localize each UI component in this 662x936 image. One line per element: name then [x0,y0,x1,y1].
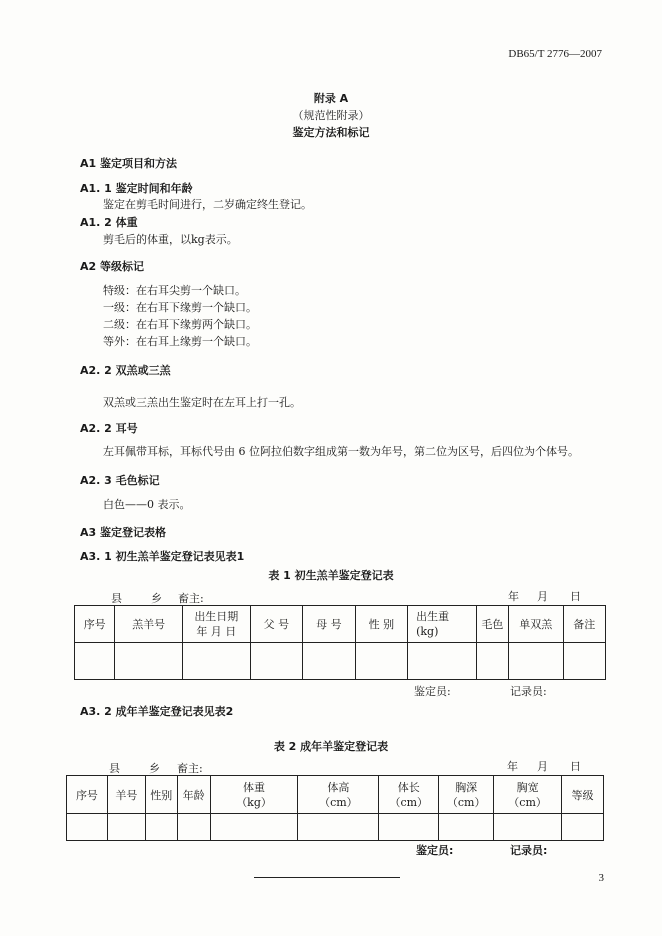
table1-header-cell: 出生日期 年 月 日 [183,606,251,643]
table-row [75,643,606,680]
table1-header-cell: 性 别 [355,606,407,643]
table1-county-label: 县 [111,592,122,605]
table2-header-row [67,776,604,814]
table1-appraiser-label: 鉴定员: [414,685,451,698]
page-number: 3 [598,872,604,884]
table1-header-cell: 出生重 (kg) [408,606,477,643]
text-a2-2-twins: 双羔或三羔出生鉴定时在左耳上打一孔。 [103,396,301,409]
table2-year-label: 年 [507,760,518,773]
table1-day-label: 日 [570,590,581,603]
heading-a3: A3 鉴定登记表格 [80,526,166,539]
table1-header-cell: 毛色 [476,606,508,643]
table2 [66,775,604,841]
table1-owner-label: 畜主: [178,592,204,605]
table1-cell[interactable] [250,643,302,680]
text-a1-1: 鉴定在剪毛时间进行，二岁确定终生登记。 [103,198,312,211]
appendix-subtitle: 鉴定方法和标记 [292,126,370,139]
text-a2-2-eartag: 左耳佩带耳标，耳标代号由 6 位阿拉伯数字组成第一数为年号，第二位为区号，后四位为个体号。 [103,445,579,458]
heading-a3-2: A3. 2 成年羊鉴定登记表见表2 [80,705,234,718]
table1-cell[interactable] [115,643,183,680]
table2-cell[interactable] [494,814,562,841]
table1-cell[interactable] [408,643,477,680]
grade-line-special: 特级：在右耳尖剪一个缺口。 [103,284,246,297]
table2-cell[interactable] [210,814,298,841]
table2-county-label: 县 [109,762,120,775]
table2-cell[interactable] [145,814,177,841]
table1 [74,605,606,680]
table2-header-cell: 序号 [67,776,108,814]
table1-cell[interactable] [509,643,564,680]
table1-month-label: 月 [537,590,548,603]
table2-township-label: 乡 [149,762,160,775]
table1-cell[interactable] [75,643,115,680]
table1-cell[interactable] [355,643,407,680]
table2-header-cell: 年龄 [177,776,210,814]
grade-line-second: 二级：在右耳下缘剪两个缺口。 [103,318,257,331]
grade-line-substandard: 等外：在右耳上缘剪一个缺口。 [103,335,257,348]
table1-header-row [75,606,606,643]
table1-township-label: 乡 [151,592,162,605]
table1-year-label: 年 [508,590,519,603]
table1-header-cell: 备注 [563,606,605,643]
table2-month-label: 月 [537,760,548,773]
heading-a2-3: A2. 3 毛色标记 [80,474,160,487]
table1-recorder-label: 记录员: [510,685,547,698]
table2-header-cell: 胸深 （cm） [439,776,494,814]
heading-a2-2-eartag: A2. 2 耳号 [80,422,138,435]
appendix-title: 附录 A [313,92,349,105]
table1-header-cell: 羔羊号 [115,606,183,643]
table2-appraiser-label: 鉴定员: [416,844,454,857]
table-row [67,814,604,841]
heading-a1: A1 鉴定项目和方法 [80,157,177,170]
table1-header-cell: 单双羔 [509,606,564,643]
table2-cell[interactable] [439,814,494,841]
heading-a1-1: A1. 1 鉴定时间和年龄 [80,182,193,195]
text-a2-3: 白色——0 表示。 [103,498,191,511]
table2-owner-label: 畜主: [177,762,203,775]
heading-a3-1: A3. 1 初生羔羊鉴定登记表见表1 [80,550,245,563]
table2-header-cell: 性别 [145,776,177,814]
table1-header-cell: 序号 [75,606,115,643]
table2-cell[interactable] [107,814,145,841]
table2-header-cell: 体长 （cm） [379,776,439,814]
table2-cell[interactable] [379,814,439,841]
table2-caption: 表 2 成年羊鉴定登记表 [273,740,389,753]
standard-code: DB65/T 2776—2007 [508,48,602,60]
table2-header-cell: 羊号 [107,776,145,814]
table2-header-cell: 胸宽 （cm） [494,776,562,814]
table1-cell[interactable] [183,643,251,680]
heading-a1-2: A1. 2 体重 [80,216,138,229]
footer-rule [254,877,400,878]
heading-a2: A2 等级标记 [80,260,144,273]
table2-cell[interactable] [562,814,604,841]
table2-header-cell: 体重 （kg） [210,776,298,814]
table1-cell[interactable] [303,643,355,680]
text-a1-2: 剪毛后的体重，以kg表示。 [103,233,238,246]
heading-a2-2-twins: A2. 2 双羔或三羔 [80,364,171,377]
table1-caption: 表 1 初生羔羊鉴定登记表 [268,569,394,582]
grade-line-first: 一级：在右耳下缘剪一个缺口。 [103,301,257,314]
table1-header-cell: 父 号 [250,606,302,643]
table1-header-cell: 母 号 [303,606,355,643]
table2-cell[interactable] [177,814,210,841]
table2-header-cell: 等级 [562,776,604,814]
table2-recorder-label: 记录员: [510,844,548,857]
table2-cell[interactable] [67,814,108,841]
table2-day-label: 日 [570,760,581,773]
appendix-nature: （规范性附录） [292,109,370,122]
table2-header-cell: 体高 （cm） [298,776,379,814]
table1-cell[interactable] [563,643,605,680]
table2-cell[interactable] [298,814,379,841]
table1-cell[interactable] [476,643,508,680]
